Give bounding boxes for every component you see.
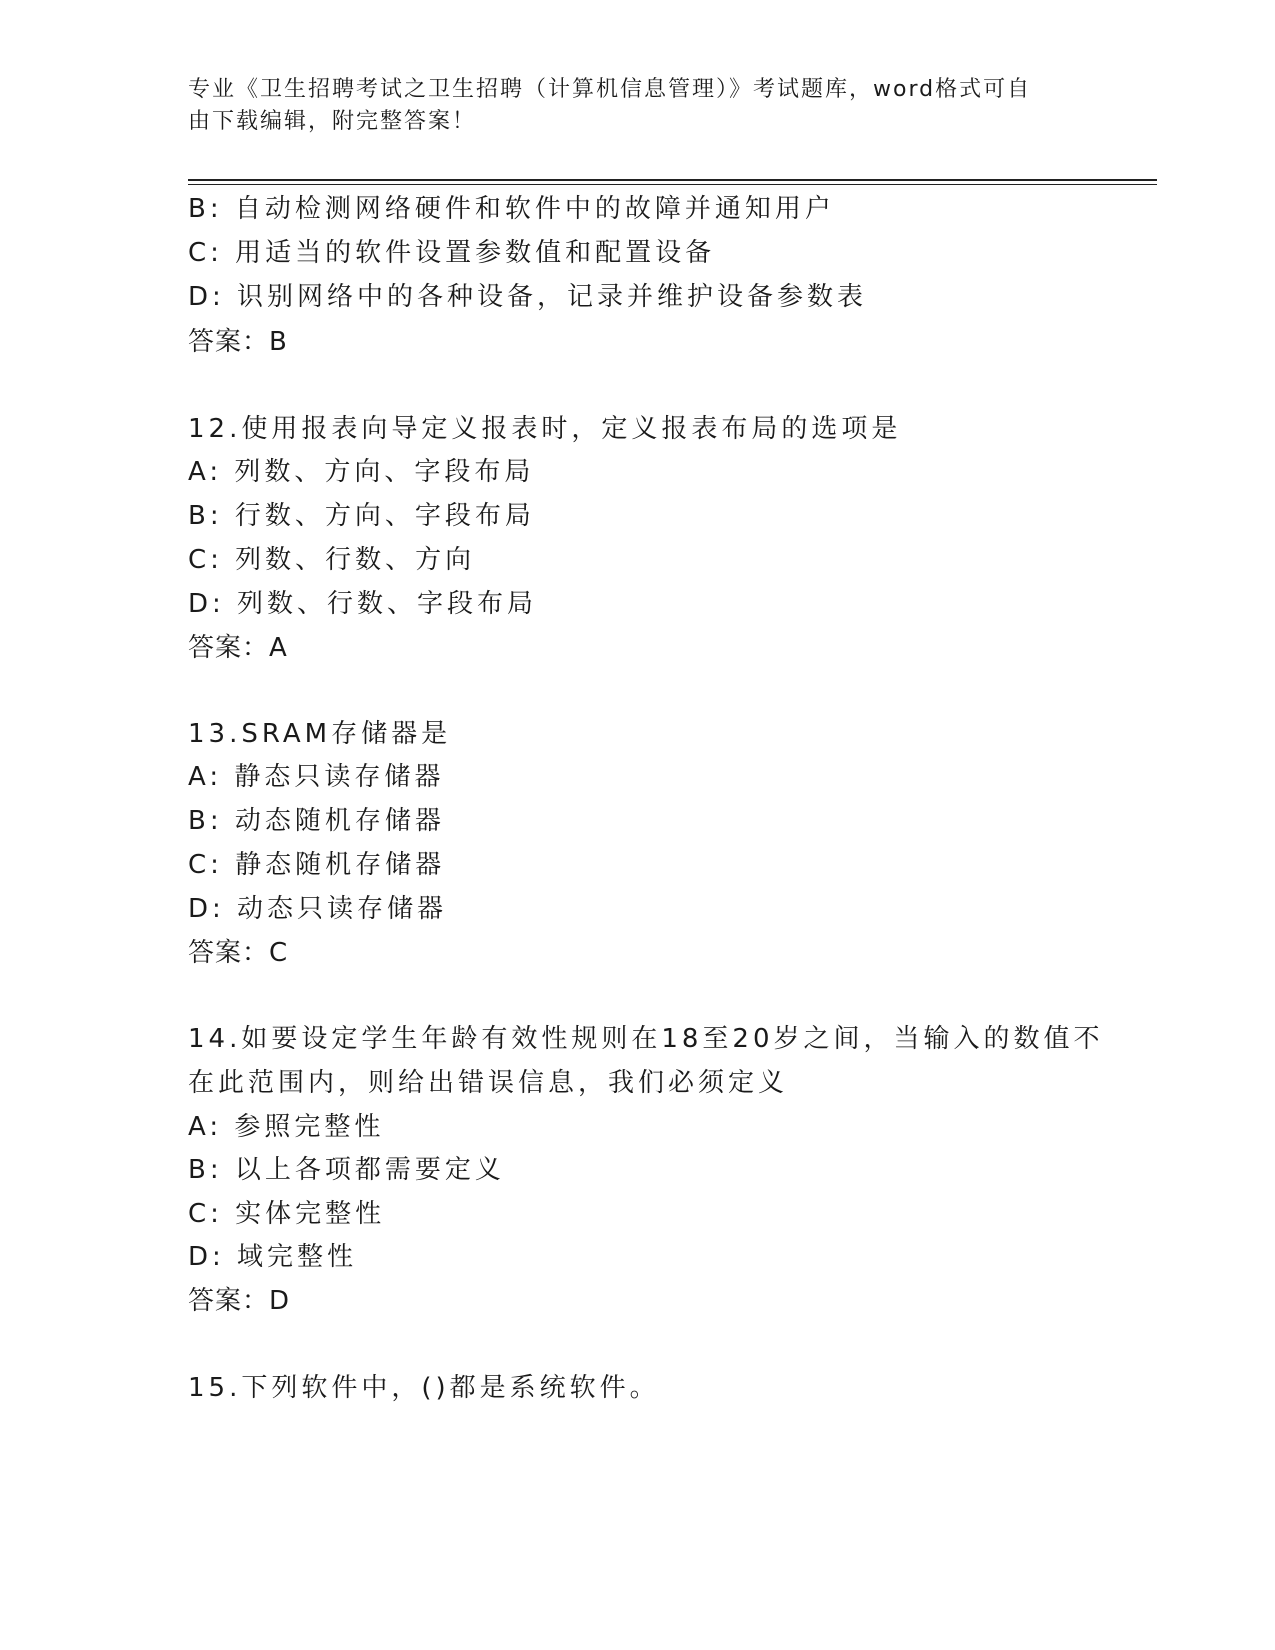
q12-question: 12.使用报表向导定义报表时，定义报表布局的选项是: [188, 414, 902, 444]
q12-option-b: B: 行数、方向、字段布局: [188, 501, 535, 531]
q12-option-d: D: 列数、行数、字段布局: [188, 589, 538, 619]
document-header: [188, 74, 1088, 138]
q11-option-c: C: 用适当的软件设置参数值和配置设备: [188, 238, 716, 268]
q14-option-c: C: 实体完整性: [188, 1199, 386, 1229]
header-line-1: 专业《卫生招聘考试之卫生招聘（计算机信息管理）》考试题库，word格式可自: [188, 77, 1032, 102]
q14-option-a: A: 参照完整性: [188, 1112, 385, 1142]
q14-question-line-2: 在此范围内，则给出错误信息，我们必须定义: [188, 1068, 789, 1098]
q13-answer: 答案：C: [188, 938, 289, 968]
q13-option-b: B: 动态随机存储器: [188, 806, 445, 836]
q14-answer: 答案：D: [188, 1286, 291, 1316]
q11-answer: 答案：B: [188, 327, 288, 357]
q14-option-d: D: 域完整性: [188, 1242, 358, 1272]
q14-question-line-1: 14.如要设定学生年龄有效性规则在18至20岁之间，当输入的数值不: [188, 1024, 1104, 1054]
q12-option-c: C: 列数、行数、方向: [188, 545, 476, 575]
q11-option-d: D: 识别网络中的各种设备，记录并维护设备参数表: [188, 282, 868, 312]
q13-option-c: C: 静态随机存储器: [188, 850, 446, 880]
header-divider-thick: [188, 179, 1157, 181]
q13-question: 13.SRAM存储器是: [188, 719, 452, 749]
q15-question: 15.下列软件中，()都是系统软件。: [188, 1373, 660, 1403]
q12-option-a: A: 列数、方向、字段布局: [188, 457, 535, 487]
q11-option-b: B: 自动检测网络硬件和软件中的故障并通知用户: [188, 194, 835, 224]
q14-option-b: B: 以上各项都需要定义: [188, 1155, 505, 1185]
header-line-2: 由下载编辑，附完整答案！: [188, 109, 477, 134]
header-divider-thin: [188, 184, 1157, 185]
q12-answer: 答案：A: [188, 633, 288, 663]
q13-option-a: A: 静态只读存储器: [188, 762, 445, 792]
q13-option-d: D: 动态只读存储器: [188, 894, 448, 924]
